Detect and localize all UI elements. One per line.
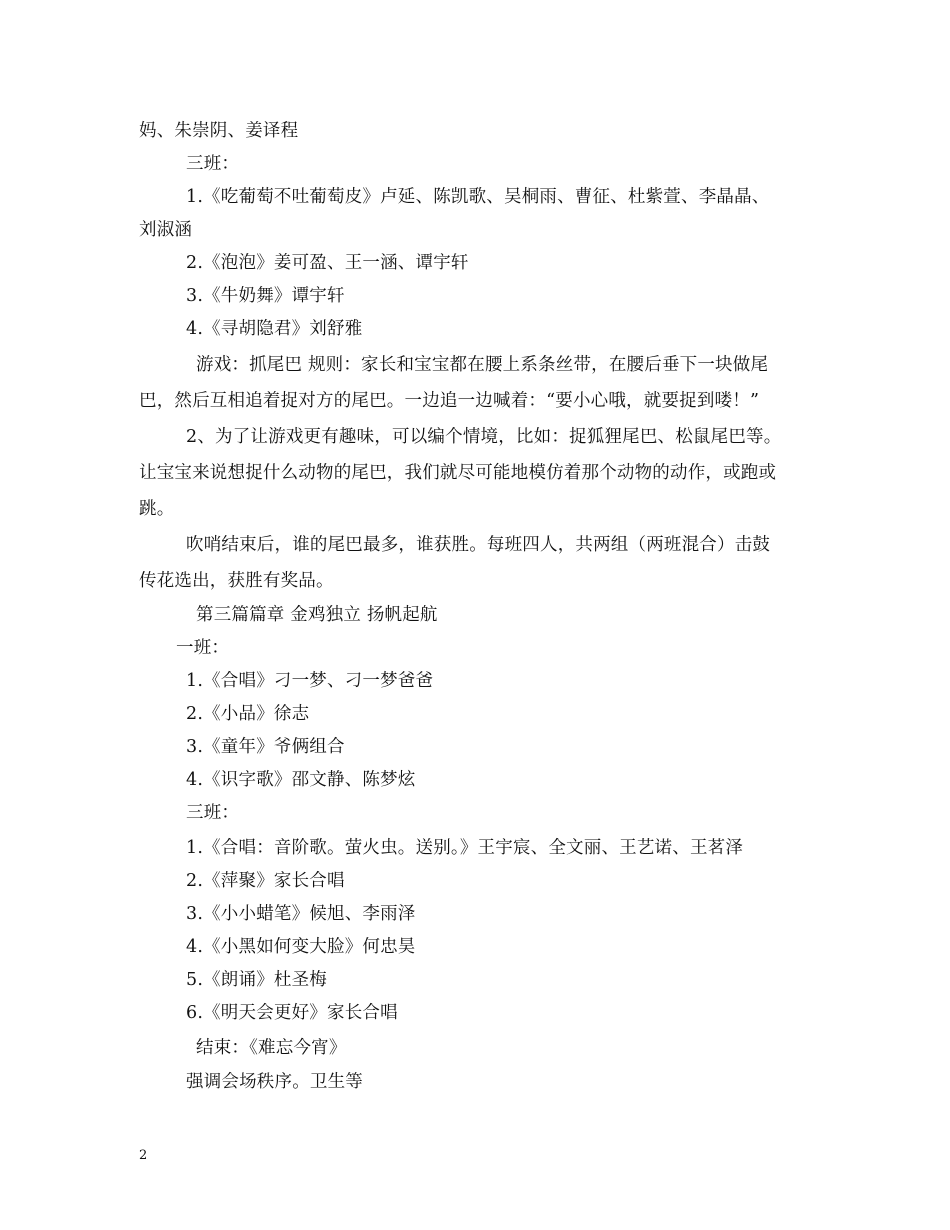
program-item: 2.《小品》徐志 bbox=[186, 704, 310, 724]
program-item: 3.《童年》爷俩组合 bbox=[186, 737, 345, 757]
section-heading: 三班： bbox=[186, 154, 240, 174]
program-item: 1.《吃葡萄不吐葡萄皮》卢延、陈凯歌、吴桐雨、曹征、杜紫萱、李晶晶、 bbox=[186, 187, 770, 207]
game-description: 游戏：抓尾巴 规则：家长和宝宝都在腰上系条丝带，在腰后垂下一块做尾 bbox=[196, 355, 769, 375]
program-item: 5.《朗诵》杜圣梅 bbox=[186, 970, 327, 990]
program-item: 1.《合唱：音阶歌。萤火虫。送别。》王宇宸、全文丽、王艺诺、王茗泽 bbox=[186, 838, 744, 858]
paragraph: 2、为了让游戏更有趣味，可以编个情境，比如：捉狐狸尾巴、松鼠尾巴等。 bbox=[186, 427, 782, 447]
section-heading: 一班： bbox=[176, 638, 230, 658]
text-line: 让宝宝来说想捉什么动物的尾巴，我们就尽可能地模仿着那个动物的动作，或跑或 bbox=[139, 463, 777, 483]
program-item: 4.《寻胡隐君》刘舒雅 bbox=[186, 319, 363, 339]
program-item: 4.《小黑如何变大脸》何忠昊 bbox=[186, 937, 416, 957]
text-line: 巴，然后互相追着捉对方的尾巴。一边追一边喊着：“要小心哦，就要捉到喽！” bbox=[139, 391, 760, 411]
note-line: 强调会场秩序。卫生等 bbox=[186, 1072, 363, 1092]
program-item: 4.《识字歌》邵文静、陈梦炫 bbox=[186, 770, 416, 790]
program-item: 3.《小小蜡笔》候旭、李雨泽 bbox=[186, 904, 416, 924]
paragraph: 吹哨结束后，谁的尾巴最多，谁获胜。每班四人，共两组（两班混合）击鼓 bbox=[186, 535, 771, 555]
program-item: 6.《明天会更好》家长合唱 bbox=[186, 1003, 398, 1023]
text-line: 刘淑涵 bbox=[139, 220, 193, 240]
closing-item: 结束：《难忘今宵》 bbox=[196, 1038, 347, 1058]
text-line: 跳。 bbox=[139, 499, 175, 519]
section-heading: 三班： bbox=[186, 803, 240, 823]
chapter-heading: 第三篇篇章 金鸡独立 扬帆起航 bbox=[196, 605, 438, 625]
text-line: 妈、朱崇阴、姜译程 bbox=[139, 121, 299, 141]
text-line: 传花选出，获胜有奖品。 bbox=[139, 571, 334, 591]
program-item: 2.《萍聚》家长合唱 bbox=[186, 871, 345, 891]
program-item: 1.《合唱》刁一梦、刁一梦爸爸 bbox=[186, 671, 434, 691]
program-item: 2.《泡泡》姜可盈、王一涵、谭宇轩 bbox=[186, 253, 469, 273]
program-item: 3.《牛奶舞》谭宇轩 bbox=[186, 286, 345, 306]
page-number: 2 bbox=[139, 1148, 148, 1163]
